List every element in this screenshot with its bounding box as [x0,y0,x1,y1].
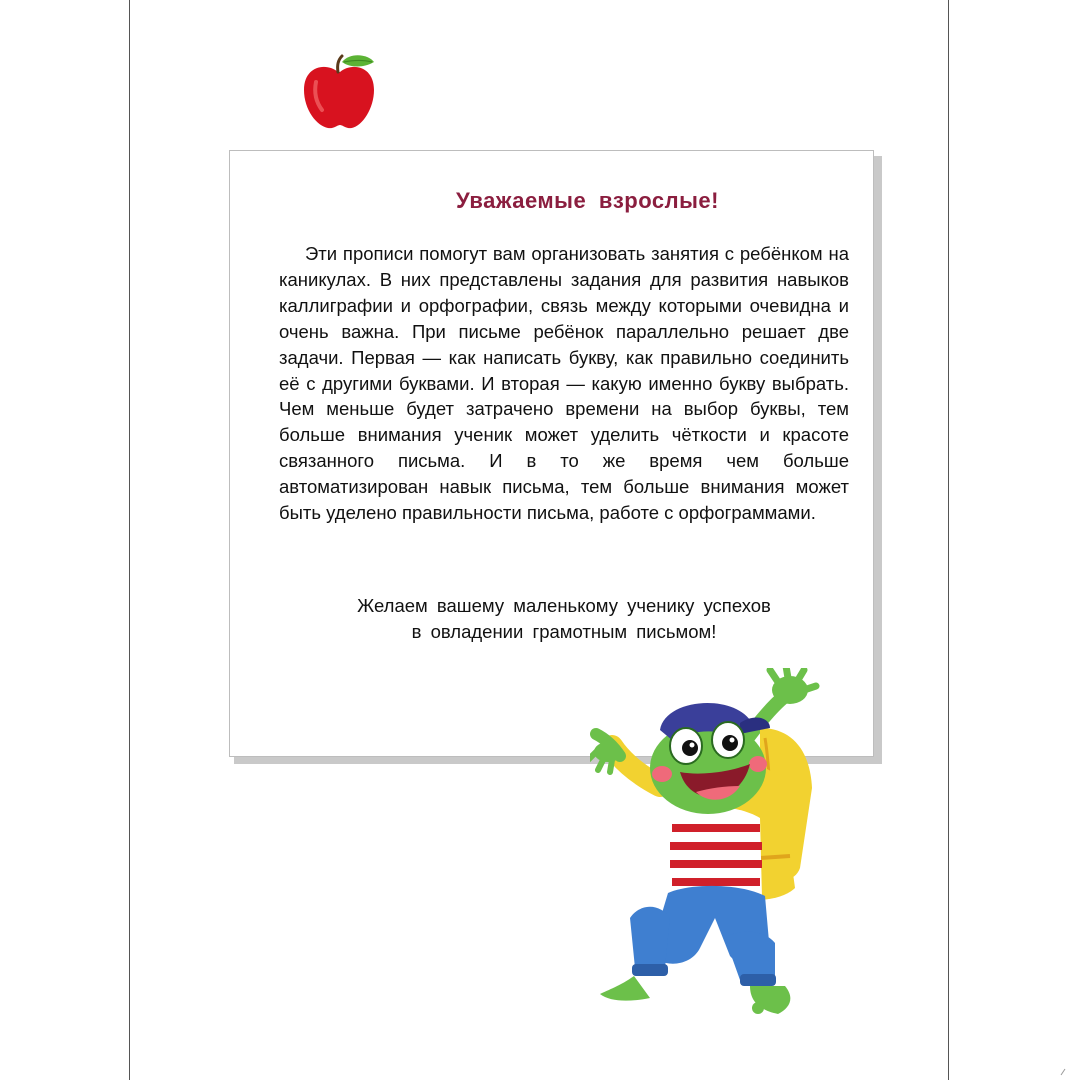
apple-illustration [298,52,380,132]
text-card [229,150,874,757]
frog-mascot-illustration [590,668,835,1028]
closing-line-2: в овладении грамотным письмом! [411,621,717,642]
page-title: Уважаемые взрослые! [456,188,719,213]
body-paragraph: Эти прописи помогут вам организовать занятия с ребёнком на каникулах. В них представлены задания для развития навыков каллиграфии и орфографии, связь между которыми очевидна и очень важна. При письме ребёнок параллельно решает две задачи. Первая — как написать букву, как правильно соединить её с другими буквами. И вторая — какую именно букву выбрать. Чем меньше будет затрачено времени на выбор буквы, тем больше внимания ученик может уделить чёткости и красоте связанного письма. И в то же время чем больше автоматизирован навык письма, тем больше внимания может быть уделено правильности письма, работе с орфограммами. [279,243,849,524]
closing-line-1: Желаем вашему маленькому ученику успехов [357,595,771,616]
closing-wish [279,593,849,645]
corner-mark [1060,1066,1070,1076]
